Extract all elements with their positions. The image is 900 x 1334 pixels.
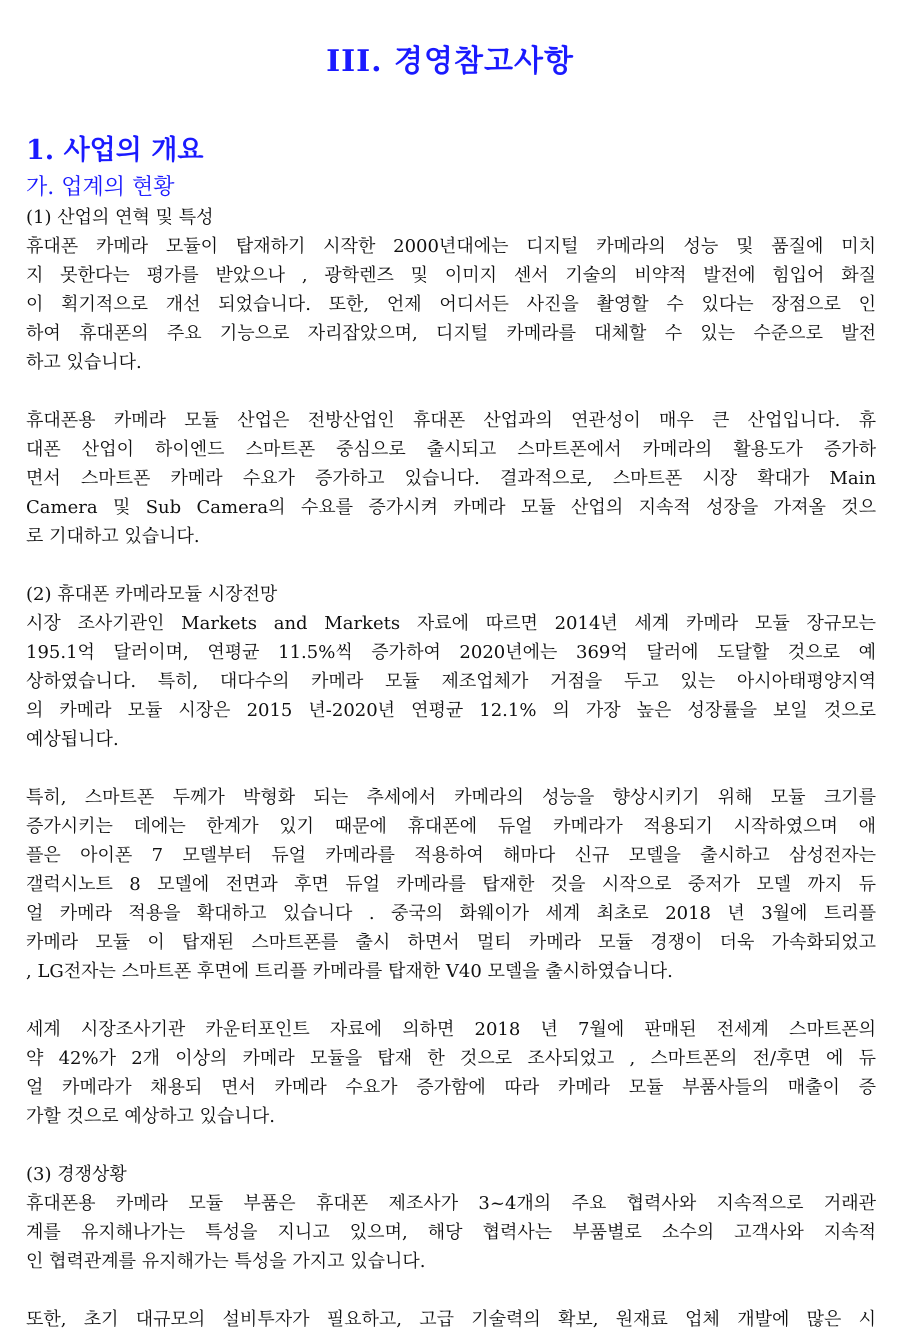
document-body <box>26 203 876 1334</box>
text-line: 플은 아이폰 7 모델부터 듀얼 카메라를 적용하여 해마다 신규 모델을 출시하고 삼성전자는 <box>26 845 876 866</box>
text-line: 하고 있습니다. <box>26 352 142 373</box>
text-line: 상하였습니다. 특히, 대다수의 카메라 모듈 제조업체가 거점을 두고 있는 아시아태평양지역 <box>26 671 876 692</box>
text-line: 휴대폰 카메라 모듈이 탑재하기 시작한 2000년대에는 디지털 카메라의 성능 및 품질에 미치 <box>26 236 876 257</box>
text-line: 로 기대하고 있습니다. <box>26 526 200 547</box>
text-line: 카메라 모듈 이 탑재된 스마트폰를 출시 하면서 멀티 카메라 모듈 경쟁이 더욱 가속화되었고 <box>26 932 876 953</box>
paragraph <box>26 783 876 986</box>
page-title: III. 경영참고사항 <box>326 44 574 79</box>
text-line: Camera 및 Sub Camera의 수요를 증가시켜 카메라 모듈 산업의 지속적 성장을 가져올 것으 <box>26 497 876 518</box>
text-line: 면서 스마트폰 카메라 수요가 증가하고 있습니다. 결과적으로, 스마트폰 시장 확대가 Main <box>26 468 876 489</box>
text-line: 가할 것으로 예상하고 있습니다. <box>26 1106 275 1127</box>
paragraph <box>26 1189 876 1276</box>
subheading: (3) 경쟁상황 <box>26 1164 127 1185</box>
text-line: 대폰 산업이 하이엔드 스마트폰 중심으로 출시되고 스마트폰에서 카메라의 활용도가 증가하 <box>26 439 876 460</box>
text-line: 휴대폰용 카메라 모듈 부품은 휴대폰 제조사가 3~4개의 주요 협력사와 지속적으로 거래관 <box>26 1193 876 1214</box>
paragraph <box>26 1305 876 1334</box>
subheading: (2) 휴대폰 카메라모듈 시장전망 <box>26 584 278 605</box>
paragraph-gap <box>26 551 876 580</box>
text-line: 약 42%가 2개 이상의 카메라 모듈을 탑재 한 것으로 조사되었고 , 스마트폰의 전/후면 에 듀 <box>26 1048 876 1069</box>
text-line: 세계 시장조사기관 카운터포인트 자료에 의하면 2018 년 7월에 판매된 전세계 스마트폰의 <box>26 1019 876 1040</box>
section-heading: 1. 사업의 개요 <box>26 135 204 166</box>
text-line: 시장 조사기관인 Markets and Markets 자료에 따르면 2014년 세계 카메라 모듈 장규모는 <box>26 613 876 634</box>
paragraph <box>26 609 876 754</box>
text-line: 계를 유지해나가는 특성을 지니고 있으며, 해당 협력사는 부품별로 소수의 고객사와 지속적 <box>26 1222 876 1243</box>
subsection-heading: 가. 업계의 현황 <box>26 175 175 200</box>
text-line: 얼 카메라 적용을 확대하고 있습니다 . 중국의 화웨이가 세계 최초로 2018 년 3월에 트리플 <box>26 903 876 924</box>
text-line: 195.1억 달러이며, 연평균 11.5%씩 증가하여 2020년에는 369억 달러에 도달할 것으로 예 <box>26 642 876 663</box>
paragraph-gap <box>26 1131 876 1160</box>
paragraph-gap <box>26 986 876 1015</box>
paragraph-gap <box>26 1276 876 1305</box>
text-line: 인 협력관계를 유지해가는 특성을 가지고 있습니다. <box>26 1251 426 1272</box>
paragraph-gap <box>26 754 876 783</box>
text-line: 갤럭시노트 8 모델에 전면과 후면 듀얼 카메라를 탑재한 것을 시작으로 중저가 모델 까지 듀 <box>26 874 876 895</box>
text-line: 의 카메라 모듈 시장은 2015 년-2020년 연평균 12.1% 의 가장 높은 성장률을 보일 것으로 <box>26 700 876 721</box>
text-line: , LG전자는 스마트폰 후면에 트리플 카메라를 탑재한 V40 모델을 출시하였습니다. <box>26 961 673 982</box>
text-line: 휴대폰용 카메라 모듈 산업은 전방산업인 휴대폰 산업과의 연관성이 매우 큰 산업입니다. 휴 <box>26 410 876 431</box>
paragraph <box>26 232 876 377</box>
paragraph <box>26 1015 876 1131</box>
text-line: 특히, 스마트폰 두께가 박형화 되는 추세에서 카메라의 성능을 향상시키기 위해 모듈 크기를 <box>26 787 876 808</box>
text-line: 하여 휴대폰의 주요 기능으로 자리잡았으며, 디지털 카메라를 대체할 수 있는 수준으로 발전 <box>26 323 876 344</box>
paragraph-gap <box>26 377 876 406</box>
text-line: 얼 카메라가 채용되 면서 카메라 수요가 증가함에 따라 카메라 모듈 부품사들의 매출이 증 <box>26 1077 876 1098</box>
paragraph <box>26 406 876 551</box>
text-line: 증가시키는 데에는 한계가 있기 때문에 휴대폰에 듀얼 카메라가 적용되기 시작하였으며 애 <box>26 816 876 837</box>
subheading: (1) 산업의 연혁 및 특성 <box>26 207 214 228</box>
text-line: 예상됩니다. <box>26 729 119 750</box>
text-line: 이 획기적으로 개선 되었습니다. 또한, 언제 어디서든 사진을 촬영할 수 있다는 장점으로 인 <box>26 294 876 315</box>
text-line: 지 못한다는 평가를 받았으나 , 광학렌즈 및 이미지 센서 기술의 비약적 발전에 힘입어 화질 <box>26 265 876 286</box>
text-line: 또한, 초기 대규모의 설비투자가 필요하고, 고급 기술력의 확보, 원재료 업체 개발에 많은 시 <box>26 1309 876 1330</box>
